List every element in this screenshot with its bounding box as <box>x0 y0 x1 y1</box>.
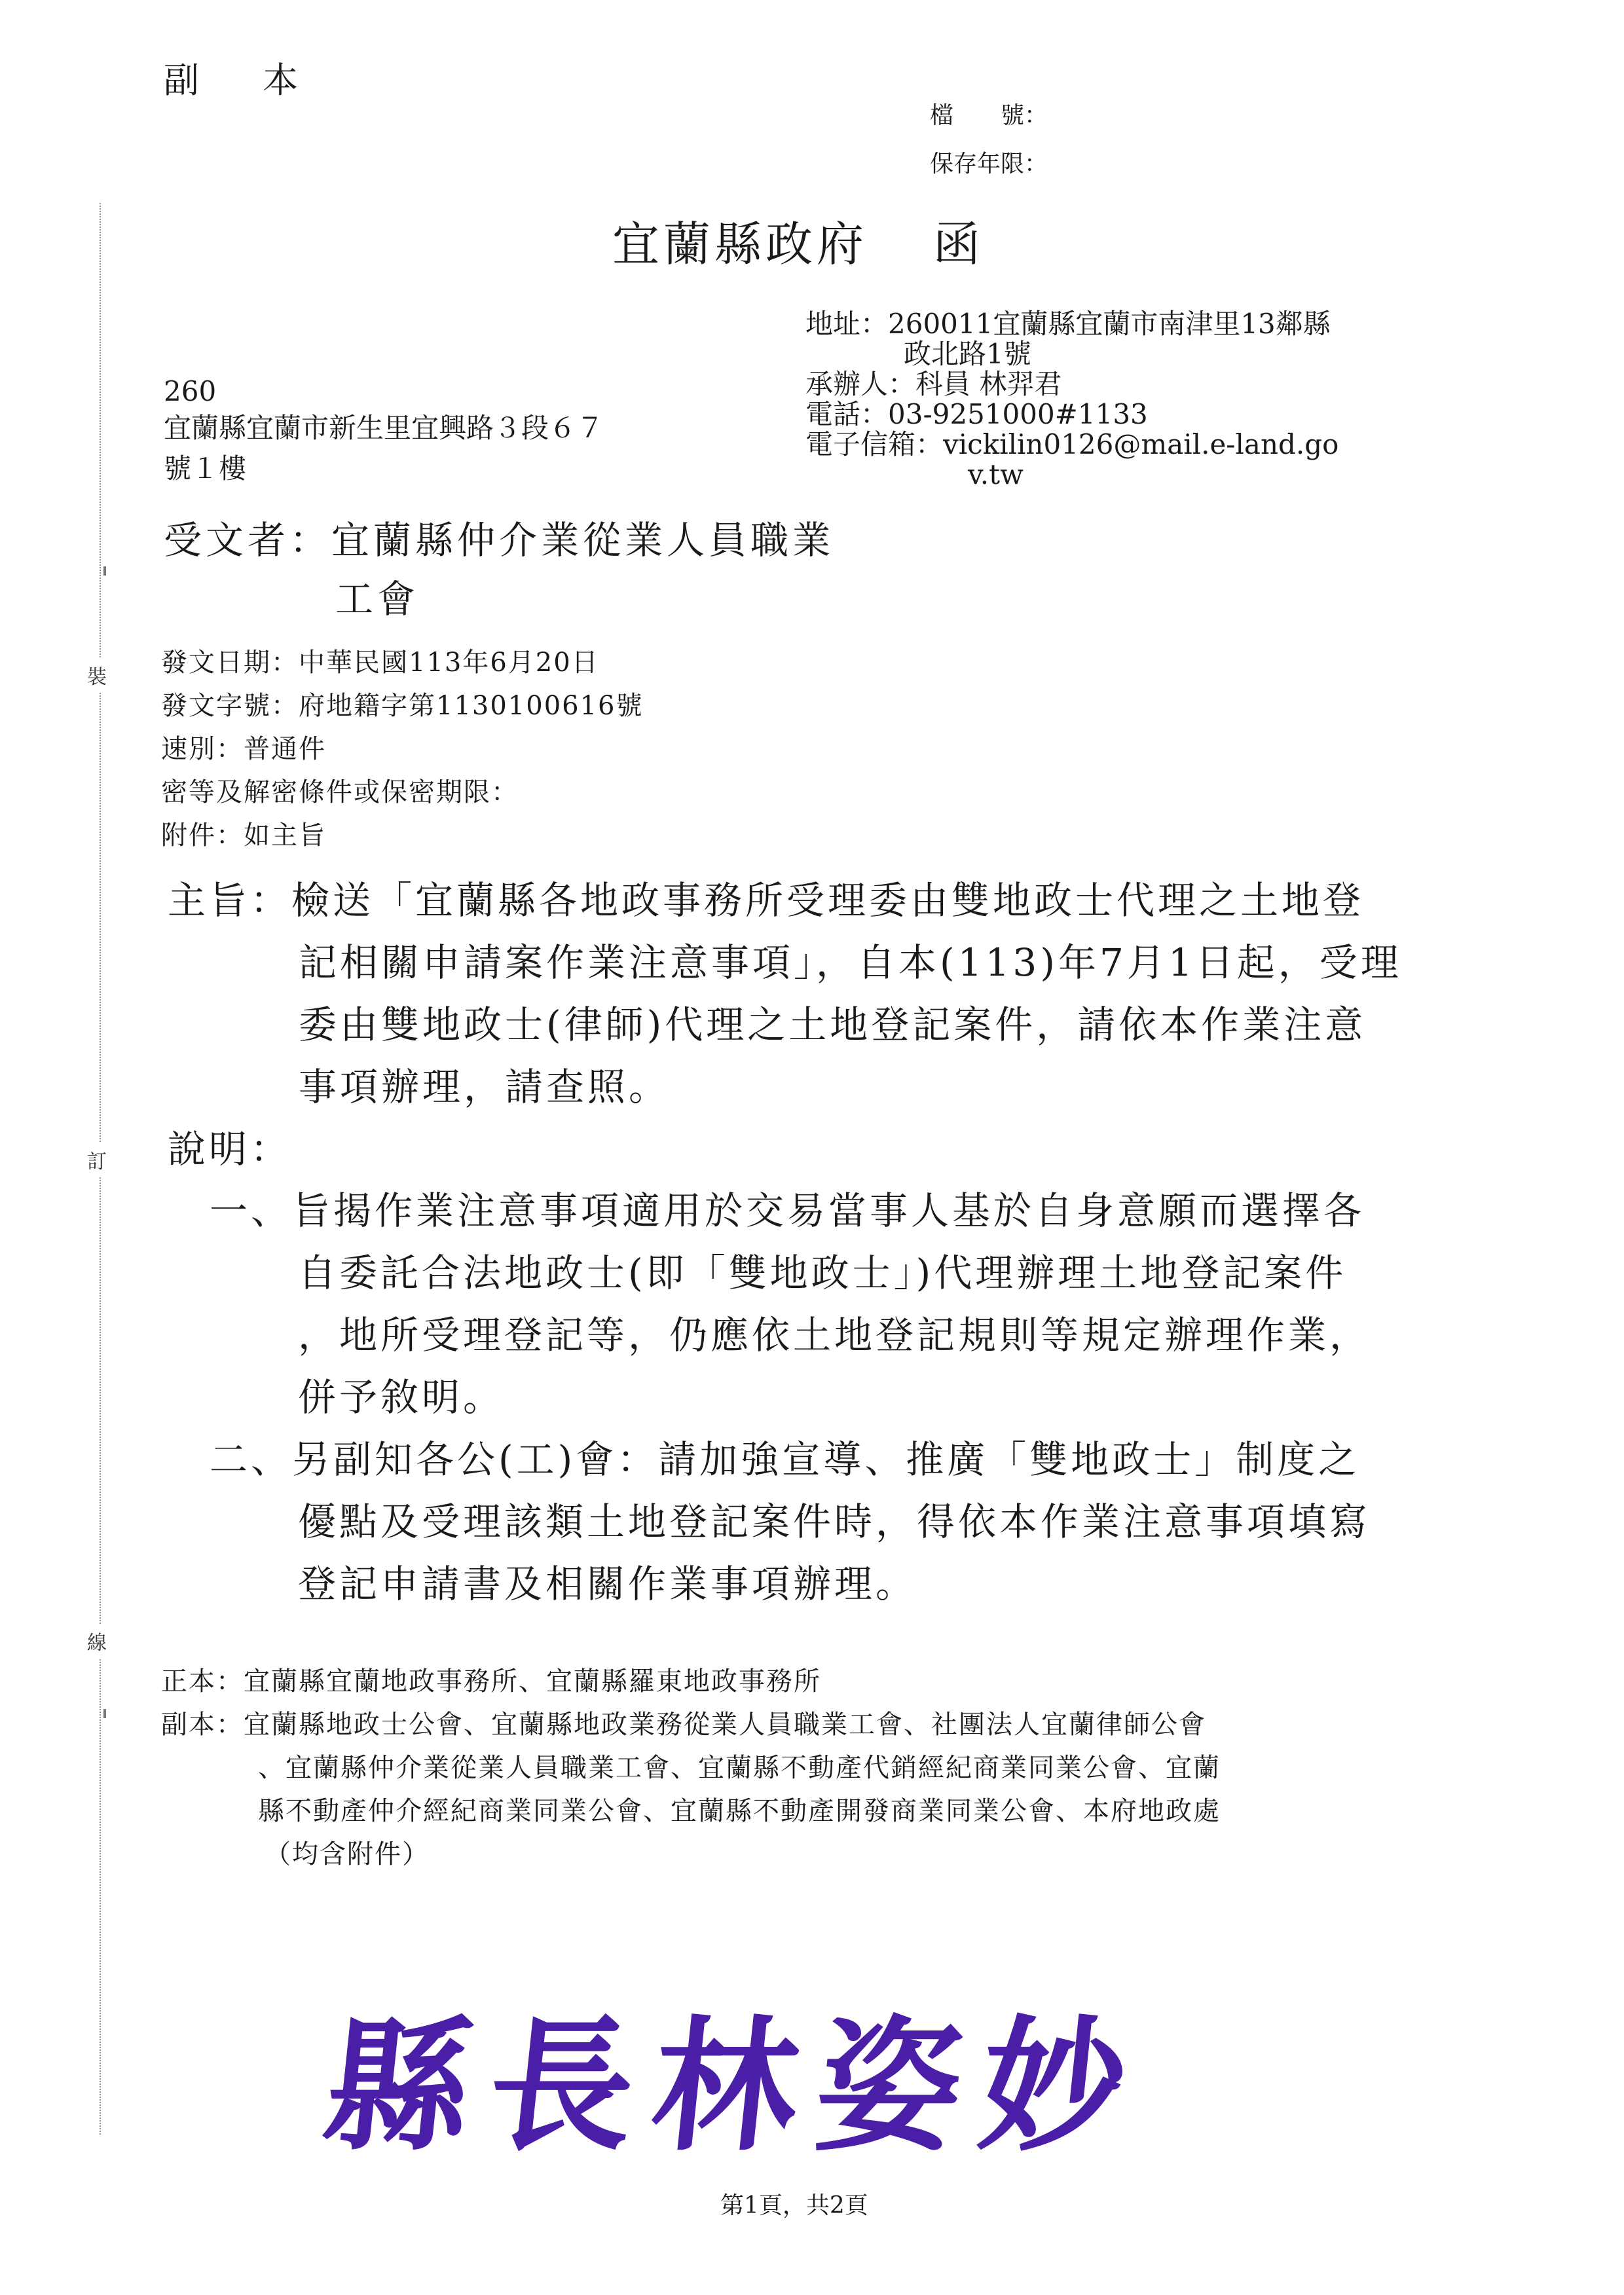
cc-line: 副本：宜蘭縣地政士公會、宜蘭縣地政業務從業人員職業工會、社團法人宜蘭律師公會 <box>161 1710 1206 1740</box>
cc-list <box>161 1703 1221 1876</box>
magistrate-signature-stamp: 縣長林姿妙 <box>317 2001 1154 2171</box>
contact-phone: 電話：03-9251000#1133 <box>805 398 1148 430</box>
item-line: ，地所受理登記等，仍應依土地登記規則等規定辦理作業， <box>298 1313 1371 1357</box>
sender-address-line-1: 地址：260011宜蘭縣宜蘭市南津里13鄰縣 <box>805 308 1331 340</box>
delivery-speed: 速別：普通件 <box>161 734 326 764</box>
recipient-address-line-2: 號１樓 <box>164 452 247 485</box>
explanation-item-2 <box>210 1429 1371 1615</box>
subject-line: 事項辦理，請查照。 <box>299 1065 671 1109</box>
contact-email: 電子信箱：vickilin0126@mail.e-land.go <box>805 428 1339 460</box>
retention-period-label: 保存年限： <box>930 151 1048 177</box>
binding-mark-ding: 訂 <box>87 1143 107 1177</box>
explanation-item-1 <box>210 1180 1371 1429</box>
subject-line: 記相關申請案作業注意事項」，自本(113)年7月1日起，受理 <box>299 940 1402 985</box>
item-line: 併予敘明。 <box>298 1375 505 1420</box>
document-kind: 函 <box>933 217 985 272</box>
subject-paragraph <box>168 870 1402 1118</box>
agency-name: 宜蘭縣政府 <box>612 217 868 272</box>
page-footer: 第1頁，共2頁 <box>720 2192 868 2219</box>
cc-line: 、宜蘭縣仲介業從業人員職業工會、宜蘭縣不動產代銷經紀商業同業公會、宜蘭 <box>258 1753 1221 1783</box>
copy-mark: 副 本 <box>164 60 325 101</box>
document-title <box>612 206 984 274</box>
binding-tick <box>103 566 106 576</box>
binding-mark-xian: 線 <box>87 1624 107 1658</box>
original-to: 正本：宜蘭縣宜蘭地政事務所、宜蘭縣羅東地政事務所 <box>161 1666 821 1697</box>
recipient <box>164 511 834 629</box>
binding-mark-zhuang: 裝 <box>87 658 107 692</box>
issue-date: 發文日期：中華民國113年6月20日 <box>161 648 599 678</box>
cc-line: （均含附件） <box>265 1839 430 1869</box>
contact-person: 承辦人：科員 林羿君 <box>805 368 1062 400</box>
item-line: 登記申請書及相關作業事項辦理。 <box>298 1562 917 1606</box>
attachment: 附件：如主旨 <box>161 820 326 851</box>
recipient-address-line-1: 宜蘭縣宜蘭市新生里宜興路３段６７ <box>164 412 604 444</box>
item-line: 優點及受理該類土地登記案件時，得依本作業注意事項填寫 <box>298 1499 1371 1544</box>
recipient-line-1: 受文者：宜蘭縣仲介業從業人員職業 <box>164 518 835 562</box>
cc-line: 縣不動產仲介經紀商業同業公會、宜蘭縣不動產開發商業同業公會、本府地政處 <box>258 1796 1221 1826</box>
subject-line: 委由雙地政士(律師)代理之土地登記案件，請依本作業注意 <box>299 1002 1367 1047</box>
explanation-heading: 說明： <box>168 1127 292 1171</box>
binding-tick <box>103 1709 106 1718</box>
contact-email-cont: v.tw <box>968 458 1024 490</box>
item-line: 自委託合法地政士(即「雙地政士」)代理辦理土地登記案件 <box>298 1251 1347 1295</box>
file-number-label: 檔 號： <box>930 102 1048 129</box>
item-line: 一、旨揭作業注意事項適用於交易當事人基於自身意願而選擇各 <box>210 1188 1365 1233</box>
postal-code: 260 <box>164 375 217 407</box>
sender-address-line-2: 政北路1號 <box>904 338 1031 370</box>
recipient-line-2: 工會 <box>335 577 420 621</box>
document-number: 發文字號：府地籍字第1130100616號 <box>161 691 644 721</box>
secrecy-level: 密等及解密條件或保密期限： <box>161 777 519 807</box>
subject-line: 主旨：檢送「宜蘭縣各地政事務所受理委由雙地政士代理之土地登 <box>168 878 1365 923</box>
item-line: 二、另副知各公(工)會：請加強宣導、推廣「雙地政士」制度之 <box>210 1437 1360 1482</box>
